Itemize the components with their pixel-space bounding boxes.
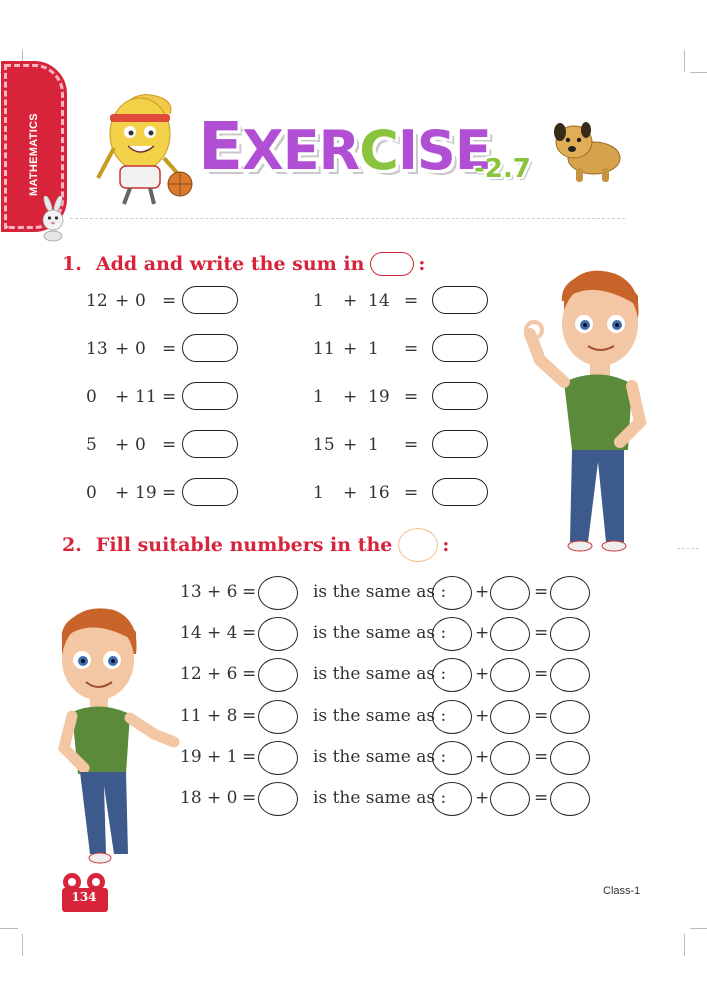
- addend-b: 11: [135, 387, 157, 407]
- answer-circle[interactable]: [432, 658, 472, 692]
- equals-sign: =: [162, 387, 177, 407]
- question-colon: :: [418, 253, 426, 275]
- answer-circle-sample: [398, 528, 438, 562]
- answer-box[interactable]: [432, 478, 488, 506]
- potato-mascot-icon: [92, 88, 196, 210]
- plus-sign: +: [475, 623, 490, 643]
- sum-row: [313, 478, 493, 508]
- answer-circle[interactable]: [258, 782, 298, 816]
- equals-sign: =: [162, 291, 177, 311]
- exercise-number: -2.7: [474, 154, 531, 184]
- expression: 18 + 0: [180, 788, 238, 808]
- plus-sign: +: [475, 788, 490, 808]
- sum-row: [86, 430, 246, 460]
- equals-sign: =: [534, 582, 549, 602]
- class-label: Class-1: [603, 885, 641, 897]
- equals-sign: =: [404, 387, 419, 407]
- expression: 12 + 6: [180, 664, 238, 684]
- addend-b: 19: [368, 387, 390, 407]
- fill-row: [180, 700, 600, 734]
- addend-b: 14: [368, 291, 390, 311]
- addend-a: 1: [313, 483, 324, 503]
- answer-box[interactable]: [432, 286, 488, 314]
- boy-pointing-icon: [50, 602, 180, 866]
- addend-b: 0: [135, 435, 146, 455]
- sum-row: [86, 478, 246, 508]
- equals-sign: =: [404, 291, 419, 311]
- plus-sign: +: [115, 483, 130, 503]
- equals-sign: =: [534, 788, 549, 808]
- plus-sign: +: [115, 435, 130, 455]
- answer-circle[interactable]: [490, 576, 530, 610]
- question-number: 2.: [62, 534, 82, 556]
- same-as-text: is the same as :: [313, 747, 447, 767]
- addend-a: 0: [86, 387, 97, 407]
- equals-sign: =: [242, 664, 257, 684]
- sum-row: [86, 334, 246, 364]
- answer-circle[interactable]: [550, 658, 590, 692]
- page-number: 134: [71, 890, 97, 904]
- equals-sign: =: [404, 339, 419, 359]
- plus-sign: +: [343, 483, 358, 503]
- sum-row: [313, 430, 493, 460]
- same-as-text: is the same as :: [313, 706, 447, 726]
- sum-row: [313, 334, 493, 364]
- equals-sign: =: [242, 788, 257, 808]
- sum-row: [86, 286, 246, 316]
- title-initial: E: [198, 108, 243, 185]
- question-text: Add and write the sum in: [95, 253, 365, 275]
- expression: 11 + 8: [180, 706, 238, 726]
- answer-box[interactable]: [182, 334, 238, 362]
- answer-circle[interactable]: [490, 782, 530, 816]
- addend-a: 15: [313, 435, 335, 455]
- crop-mark: [684, 50, 685, 72]
- equals-sign: =: [534, 623, 549, 643]
- equals-sign: =: [534, 747, 549, 767]
- answer-circle[interactable]: [258, 700, 298, 734]
- answer-circle[interactable]: [432, 741, 472, 775]
- answer-box[interactable]: [182, 430, 238, 458]
- equals-sign: =: [242, 747, 257, 767]
- answer-circle[interactable]: [258, 658, 298, 692]
- answer-circle[interactable]: [550, 700, 590, 734]
- answer-box[interactable]: [182, 286, 238, 314]
- equals-sign: =: [162, 339, 177, 359]
- plus-sign: +: [475, 664, 490, 684]
- fill-row: [180, 741, 600, 775]
- answer-pill-sample: [370, 252, 414, 276]
- addend-a: 11: [313, 339, 335, 359]
- same-as-text: is the same as :: [313, 788, 447, 808]
- plus-sign: +: [475, 706, 490, 726]
- subject-label: MATHEMATICS: [28, 113, 40, 196]
- addend-a: 1: [313, 387, 324, 407]
- answer-circle[interactable]: [432, 782, 472, 816]
- plus-sign: +: [343, 339, 358, 359]
- equals-sign: =: [162, 435, 177, 455]
- addend-b: 16: [368, 483, 390, 503]
- plus-sign: +: [115, 291, 130, 311]
- answer-circle[interactable]: [490, 700, 530, 734]
- answer-circle[interactable]: [490, 617, 530, 651]
- addend-b: 0: [135, 339, 146, 359]
- question-2-title: [62, 528, 449, 562]
- answer-circle[interactable]: [550, 576, 590, 610]
- fill-row: [180, 576, 600, 610]
- addend-a: 0: [86, 483, 97, 503]
- equals-sign: =: [534, 664, 549, 684]
- plus-sign: +: [343, 291, 358, 311]
- equals-sign: =: [242, 582, 257, 602]
- equals-sign: =: [404, 483, 419, 503]
- boy-ok-gesture-icon: [520, 262, 656, 554]
- crop-mark: [684, 934, 685, 956]
- fill-row: [180, 617, 600, 651]
- crop-mark: [690, 928, 707, 929]
- plus-sign: +: [115, 339, 130, 359]
- answer-circle[interactable]: [550, 741, 590, 775]
- addend-b: 1: [368, 435, 379, 455]
- plus-sign: +: [475, 582, 490, 602]
- sum-row: [86, 382, 246, 412]
- title-part-3: ISE: [397, 119, 491, 182]
- crop-mark: [22, 934, 23, 956]
- question-colon: :: [442, 534, 450, 556]
- exercise-title: [198, 108, 558, 198]
- plus-sign: +: [475, 747, 490, 767]
- plus-sign: +: [343, 387, 358, 407]
- question-number: 1.: [62, 253, 82, 275]
- plus-sign: +: [343, 435, 358, 455]
- same-as-text: is the same as :: [313, 664, 447, 684]
- equals-sign: =: [404, 435, 419, 455]
- title-part-2: C: [359, 119, 398, 182]
- bunny-mascot-icon: [34, 196, 72, 242]
- addend-b: 1: [368, 339, 379, 359]
- crop-mark: [0, 928, 18, 929]
- addend-a: 1: [313, 291, 324, 311]
- answer-box[interactable]: [432, 382, 488, 410]
- sum-row: [313, 286, 493, 316]
- addend-b: 0: [135, 291, 146, 311]
- fill-row: [180, 782, 600, 816]
- answer-circle[interactable]: [258, 576, 298, 610]
- answer-circle[interactable]: [258, 617, 298, 651]
- answer-box[interactable]: [432, 430, 488, 458]
- answer-box[interactable]: [182, 382, 238, 410]
- equals-sign: =: [242, 706, 257, 726]
- equals-sign: =: [242, 623, 257, 643]
- expression: 14 + 4: [180, 623, 238, 643]
- addend-a: 12: [86, 291, 108, 311]
- answer-circle[interactable]: [432, 576, 472, 610]
- sum-row: [313, 382, 493, 412]
- expression: 13 + 6: [180, 582, 238, 602]
- header-divider: [70, 218, 625, 219]
- answer-circle[interactable]: [258, 741, 298, 775]
- same-as-text: is the same as :: [313, 582, 447, 602]
- same-as-text: is the same as :: [313, 623, 447, 643]
- answer-circle[interactable]: [490, 658, 530, 692]
- answer-circle[interactable]: [550, 782, 590, 816]
- question-text: Fill suitable numbers in the: [95, 534, 393, 556]
- addend-b: 19: [135, 483, 157, 503]
- expression: 19 + 1: [180, 747, 238, 767]
- answer-circle[interactable]: [490, 741, 530, 775]
- equals-sign: =: [162, 483, 177, 503]
- answer-box[interactable]: [432, 334, 488, 362]
- margin-dash: [677, 548, 699, 549]
- answer-circle[interactable]: [432, 617, 472, 651]
- crop-mark: [690, 72, 707, 73]
- question-1-title: [62, 252, 425, 276]
- answer-circle[interactable]: [550, 617, 590, 651]
- answer-box[interactable]: [182, 478, 238, 506]
- fill-row: [180, 658, 600, 692]
- answer-circle[interactable]: [432, 700, 472, 734]
- dog-mascot-icon: [550, 118, 626, 188]
- title-part-1: XER: [242, 119, 360, 182]
- addend-a: 5: [86, 435, 97, 455]
- plus-sign: +: [115, 387, 130, 407]
- addend-a: 13: [86, 339, 108, 359]
- equals-sign: =: [534, 706, 549, 726]
